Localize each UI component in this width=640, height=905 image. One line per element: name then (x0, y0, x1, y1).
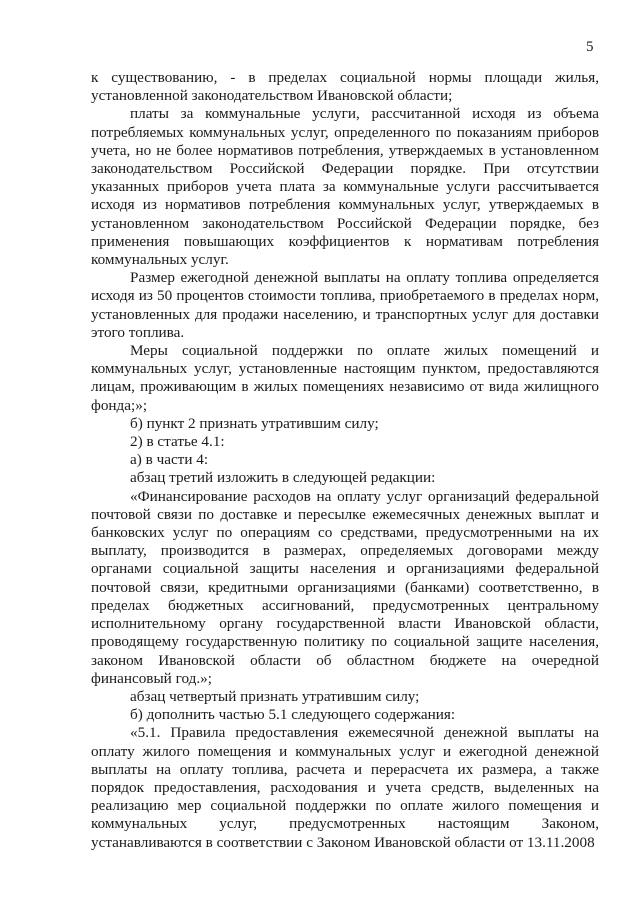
paragraph-8: абзац третий изложить в следующей редакции: (130, 469, 436, 487)
paragraph-10: абзац четвертый признать утратившим силу; (130, 687, 420, 705)
paragraph-7: а) в части 4: (130, 451, 209, 469)
paragraph-9: «Финансирование расходов на оплату услуг организаций федеральной почтовой связи по доставке и пересылке ежемесячных денежных выплат и банковских услуг по операциям со средствами, предусмотренными на их выплату, производится в размерах, определяемых договорами между органами социальной защиты населения и организациями федеральной почтовой связи, кредитными организациями (банками) соответственно, в пределах бюджетных ассигнований, предусмотренных центральному исполнительному органу государственной власти Ивановской области, проводящему государственную политику по социальной защите населения, законом Ивановской области об областном бюджете на очередной финансовый год.»; (91, 487, 599, 687)
paragraph-11: б) дополнить частью 5.1 следующего содержания: (130, 706, 456, 724)
document-body (91, 69, 599, 852)
paragraph-2: платы за коммунальные услуги, рассчитанной исходя из объема потребляемых коммунальных услуг, определенного по показаниям приборов учета, но не более нормативов потребления, утверждаемых в установленном законодательством Российской Федерации порядке. При отсутствии указанных приборов учета плата за коммунальные услуги рассчитывается исходя из нормативов потребления коммунальных услуг, утверждаемых в установленном законодательством Российской Федерации порядке, без применения повышающих коэффициентов к нормативам потребления коммунальных услуг. (91, 105, 599, 269)
paragraph-3: Размер ежегодной денежной выплаты на оплату топлива определяется исходя из 50 процентов стоимости топлива, приобретаемого в пределах норм, установленных для продажи населению, и транспортных услуг для доставки этого топлива. (91, 269, 599, 341)
paragraph-12: «5.1. Правила предоставления ежемесячной денежной выплаты на оплату жилого помещения и коммунальных услуг и ежегодной денежной выплаты на оплату топлива, расчета и перерасчета их размера, а также порядок предоставления, расходования и учета средств, выделенных на реализацию мер социальной поддержки по оплате жилого помещения и коммунальных услуг, предусмотренных настоящим Законом, устанавливаются в соответствии с Законом Ивановской области от 13.11.2008 (91, 724, 599, 851)
paragraph-5: б) пункт 2 признать утратившим силу; (130, 414, 379, 432)
paragraph-4: Меры социальной поддержки по оплате жилых помещений и коммунальных услуг, установленные настоящим пунктом, предоставляются лицам, проживающим в жилых помещениях независимо от вида жилищного фонда;»; (91, 342, 599, 414)
paragraph-1: к существованию, - в пределах социальной нормы площади жилья, установленной законодательством Ивановской области; (91, 69, 599, 105)
page-number: 5 (586, 39, 594, 55)
paragraph-6: 2) в статье 4.1: (130, 433, 225, 451)
